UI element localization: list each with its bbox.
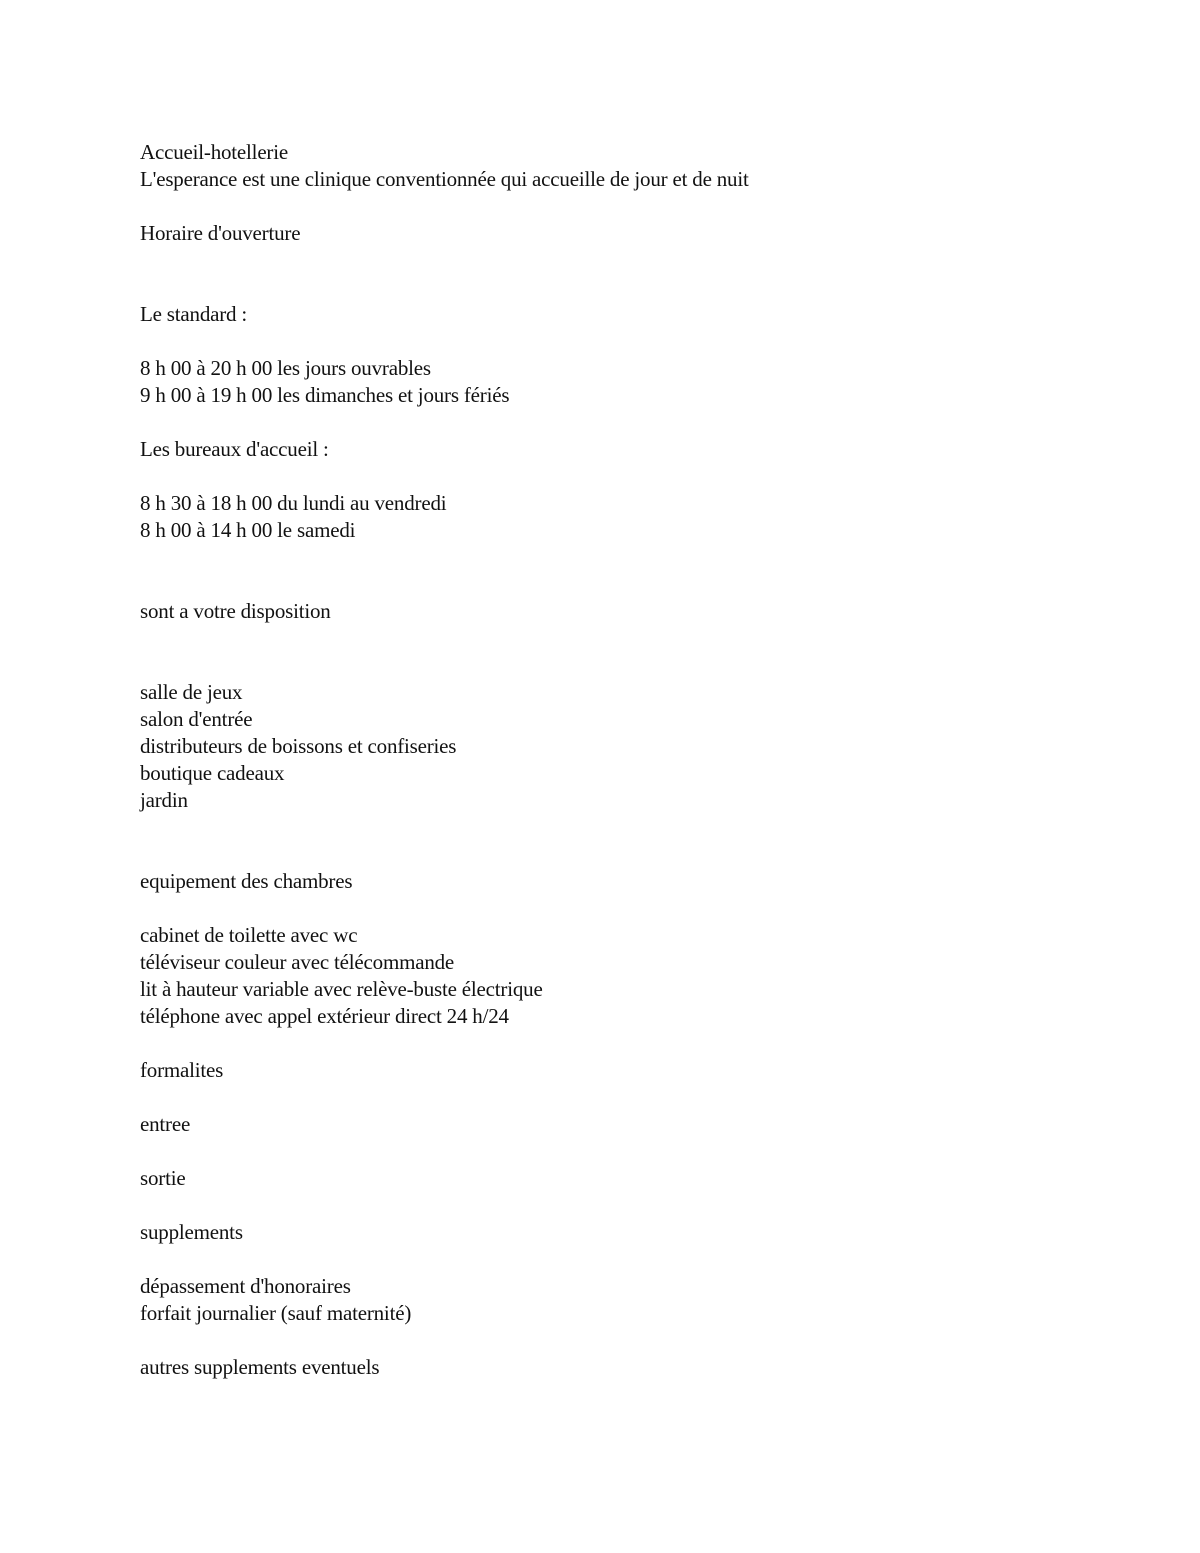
rooms-heading: equipement des chambres — [140, 869, 353, 893]
formalities-heading: formalites — [140, 1058, 224, 1082]
reception-hours-line: 8 h 00 à 14 h 00 le samedi — [140, 518, 356, 542]
switchboard-hours-line: 9 h 00 à 19 h 00 les dimanches et jours fériés — [140, 383, 510, 407]
switchboard-heading: Le standard : — [140, 302, 248, 326]
available-item: salon d'entrée — [140, 707, 253, 731]
entry-heading: entree — [140, 1112, 191, 1136]
supplement-item: dépassement d'honoraires — [140, 1274, 351, 1298]
hours-heading: Horaire d'ouverture — [140, 221, 301, 245]
exit-heading: sortie — [140, 1166, 186, 1190]
document-title: Accueil-hotellerie — [140, 140, 288, 164]
room-equipment-item: cabinet de toilette avec wc — [140, 923, 358, 947]
supplement-item: forfait journalier (sauf maternité) — [140, 1301, 412, 1325]
available-heading: sont a votre disposition — [140, 599, 331, 623]
available-item: distributeurs de boissons et confiseries — [140, 734, 457, 758]
document-body — [140, 139, 1140, 1381]
available-item: boutique cadeaux — [140, 761, 285, 785]
switchboard-hours-line: 8 h 00 à 20 h 00 les jours ouvrables — [140, 356, 431, 380]
room-equipment-item: téléphone avec appel extérieur direct 24 h/24 — [140, 1004, 509, 1028]
room-equipment-item: téléviseur couleur avec télécommande — [140, 950, 455, 974]
intro-text: L'esperance est une clinique conventionnée qui accueille de jour et de nuit — [140, 167, 749, 191]
supplements-heading: supplements — [140, 1220, 243, 1244]
available-item: jardin — [140, 788, 188, 812]
reception-heading: Les bureaux d'accueil : — [140, 437, 329, 461]
room-equipment-item: lit à hauteur variable avec relève-buste électrique — [140, 977, 543, 1001]
other-supplements: autres supplements eventuels — [140, 1355, 380, 1379]
available-item: salle de jeux — [140, 680, 243, 704]
reception-hours-line: 8 h 30 à 18 h 00 du lundi au vendredi — [140, 491, 447, 515]
